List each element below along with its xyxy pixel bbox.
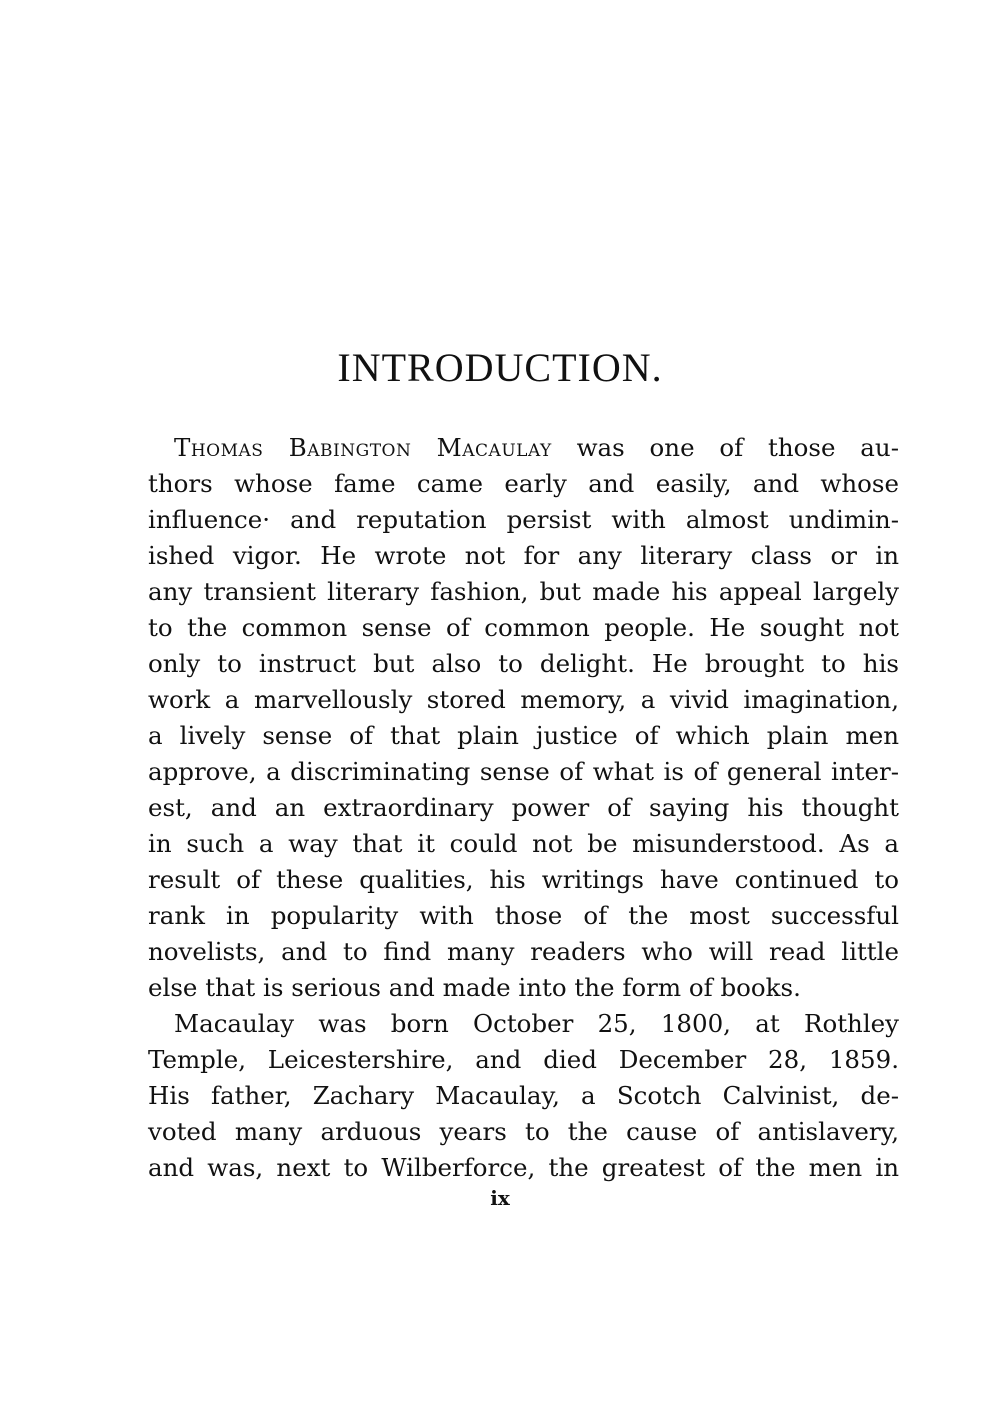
text-line: influence· and reputation persist with almost undimin- — [148, 505, 899, 534]
text-line: and was, next to Wilberforce, the greatest of the men in — [148, 1153, 899, 1182]
text-line: result of these qualities, his writings have continued to — [148, 865, 899, 894]
text-line: a lively sense of that plain justice of which plain men — [148, 721, 899, 750]
text-line: rank in popularity with those of the most successful — [148, 901, 899, 930]
text-line: thors whose fame came early and easily, and whose — [148, 469, 899, 498]
text-line: Temple, Leicestershire, and died December 28, 1859. — [148, 1045, 899, 1074]
text-line: approve, a discriminating sense of what is of general inter- — [148, 757, 899, 786]
text-line: Macaulay was born October 25, 1800, at Rothley — [174, 1009, 899, 1038]
text-line: novelists, and to find many readers who will read little — [148, 937, 899, 966]
page-number: ix — [490, 1186, 510, 1210]
text-line: work a marvellously stored memory, a vivid imagination, — [148, 685, 899, 714]
text-line: voted many arduous years to the cause of antislavery, — [148, 1117, 899, 1146]
text-line: to the common sense of common people. He sought not — [148, 613, 899, 642]
text-line: any transient literary fashion, but made his appeal largely — [148, 577, 899, 606]
text-line — [174, 430, 899, 466]
text-line: est, and an extraordinary power of saying his thought — [148, 793, 899, 822]
text-line: ished vigor. He wrote not for any literary class or in — [148, 541, 899, 570]
chapter-heading: INTRODUCTION. — [337, 345, 663, 390]
text-line: in such a way that it could not be misunderstood. As a — [148, 829, 899, 858]
text-line: His father, Zachary Macaulay, a Scotch Calvinist, de- — [148, 1081, 899, 1110]
author-name-small-caps: Thomas Babington Macaulay — [174, 433, 552, 462]
text-line-rest: was one of those au- — [551, 433, 899, 462]
text-line: only to instruct but also to delight. He brought to his — [148, 649, 899, 678]
text-line-paragraph-end: else that is serious and made into the form of books. — [148, 973, 801, 1002]
